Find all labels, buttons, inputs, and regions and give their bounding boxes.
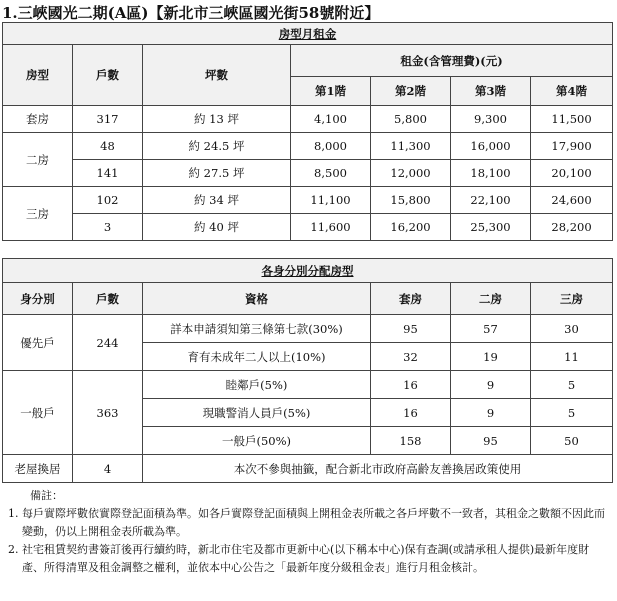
table-row [3,455,613,483]
header-qualification: 資格 [143,283,371,315]
studio-count: 16 [371,399,451,427]
header-three-room: 三房 [531,283,613,315]
note-item [8,541,608,577]
qualification: 一般戶(50%) [143,427,371,455]
two-room-count: 57 [451,315,531,343]
header-area: 坪數 [143,45,291,106]
header-two-room: 二房 [451,283,531,315]
note-number: 1. [8,507,19,520]
rent-tier-3: 16,000 [451,133,531,160]
rent-tier-4: 28,200 [531,214,613,241]
area: 約 40 坪 [143,214,291,241]
table-row [3,371,613,399]
rent-tier-3: 25,300 [451,214,531,241]
area: 約 34 坪 [143,187,291,214]
identity: 優先戶 [3,315,73,371]
households: 141 [73,160,143,187]
area: 約 24.5 坪 [143,133,291,160]
rent-tier-4: 11,500 [531,106,613,133]
households: 102 [73,187,143,214]
rent-table [2,22,613,241]
header-tier-2: 第2階 [371,77,451,106]
header-identity: 身分別 [3,283,73,315]
qualification: 詳本申請須知第三條第七款(30%) [143,315,371,343]
studio-count: 32 [371,343,451,371]
header-room-type: 房型 [3,45,73,106]
studio-count: 95 [371,315,451,343]
rent-tier-1: 11,600 [291,214,371,241]
rent-tier-3: 22,100 [451,187,531,214]
elderly-note: 本次不參與抽籤，配合新北市政府高齡友善換居政策使用 [143,455,613,483]
header-households: 戶數 [73,283,143,315]
two-room-count: 9 [451,399,531,427]
rent-tier-2: 11,300 [371,133,451,160]
households: 244 [73,315,143,371]
households: 3 [73,214,143,241]
room-type: 二房 [3,133,73,187]
rent-tier-1: 8,500 [291,160,371,187]
rent-tier-2: 15,800 [371,187,451,214]
studio-count: 16 [371,371,451,399]
header-tier-1: 第1階 [291,77,371,106]
header-rent: 租金(含管理費)(元) [291,45,613,77]
rent-tier-1: 8,000 [291,133,371,160]
households: 48 [73,133,143,160]
note-number: 2. [8,543,19,556]
two-room-count: 19 [451,343,531,371]
identity: 老屋換居 [3,455,73,483]
qualification: 育有未成年二人以上(10%) [143,343,371,371]
area: 約 27.5 坪 [143,160,291,187]
table-row [3,214,613,241]
three-room-count: 30 [531,315,613,343]
rent-tier-3: 9,300 [451,106,531,133]
households: 4 [73,455,143,483]
table-row [3,106,613,133]
studio-count: 158 [371,427,451,455]
rent-tier-2: 5,800 [371,106,451,133]
rent-tier-4: 20,100 [531,160,613,187]
three-room-count: 5 [531,371,613,399]
rent-tier-2: 16,200 [371,214,451,241]
notes [8,487,608,577]
notes-heading: 備註： [30,489,63,502]
rent-tier-3: 18,100 [451,160,531,187]
qualification: 現職警消人員戶(5%) [143,399,371,427]
households: 363 [73,371,143,455]
header-households: 戶數 [73,45,143,106]
page-title: 1.三峽國光二期(A區)【新北市三峽區國光街58號附近】 [2,4,380,22]
three-room-count: 11 [531,343,613,371]
table-row [3,187,613,214]
rent-tier-4: 17,900 [531,133,613,160]
allocation-table [2,258,613,483]
rent-tier-4: 24,600 [531,187,613,214]
identity: 一般戶 [3,371,73,455]
households: 317 [73,106,143,133]
header-tier-3: 第3階 [451,77,531,106]
qualification: 睦鄰戶(5%) [143,371,371,399]
rent-tier-1: 11,100 [291,187,371,214]
table-row [3,315,613,343]
note-item [8,505,608,541]
two-room-count: 95 [451,427,531,455]
table-row [3,133,613,160]
note-text: 每戶實際坪數依實際登記面積為準。如各戶實際登記面積與上開租金表所載之各戶坪數不一致者，其租金之數額不因此而變動，仍以上開租金表所載為準。 [22,507,605,538]
rent-tier-2: 12,000 [371,160,451,187]
allocation-section-title: 各身分別分配房型 [3,259,613,283]
note-text: 社宅租賃契約書簽訂後再行續約時，新北市住宅及都市更新中心(以下稱本中心)保有查調(或請承租人提供)最新年度財產、所得清單及租金調整之權利，並依本中心公告之「最新年度分級租金表」進行月租金核計。 [22,543,590,574]
area: 約 13 坪 [143,106,291,133]
header-studio: 套房 [371,283,451,315]
room-type: 套房 [3,106,73,133]
table-row [3,160,613,187]
rent-tier-1: 4,100 [291,106,371,133]
rent-section-title: 房型月租金 [3,23,613,45]
three-room-count: 50 [531,427,613,455]
three-room-count: 5 [531,399,613,427]
header-tier-4: 第4階 [531,77,613,106]
room-type: 三房 [3,187,73,241]
two-room-count: 9 [451,371,531,399]
